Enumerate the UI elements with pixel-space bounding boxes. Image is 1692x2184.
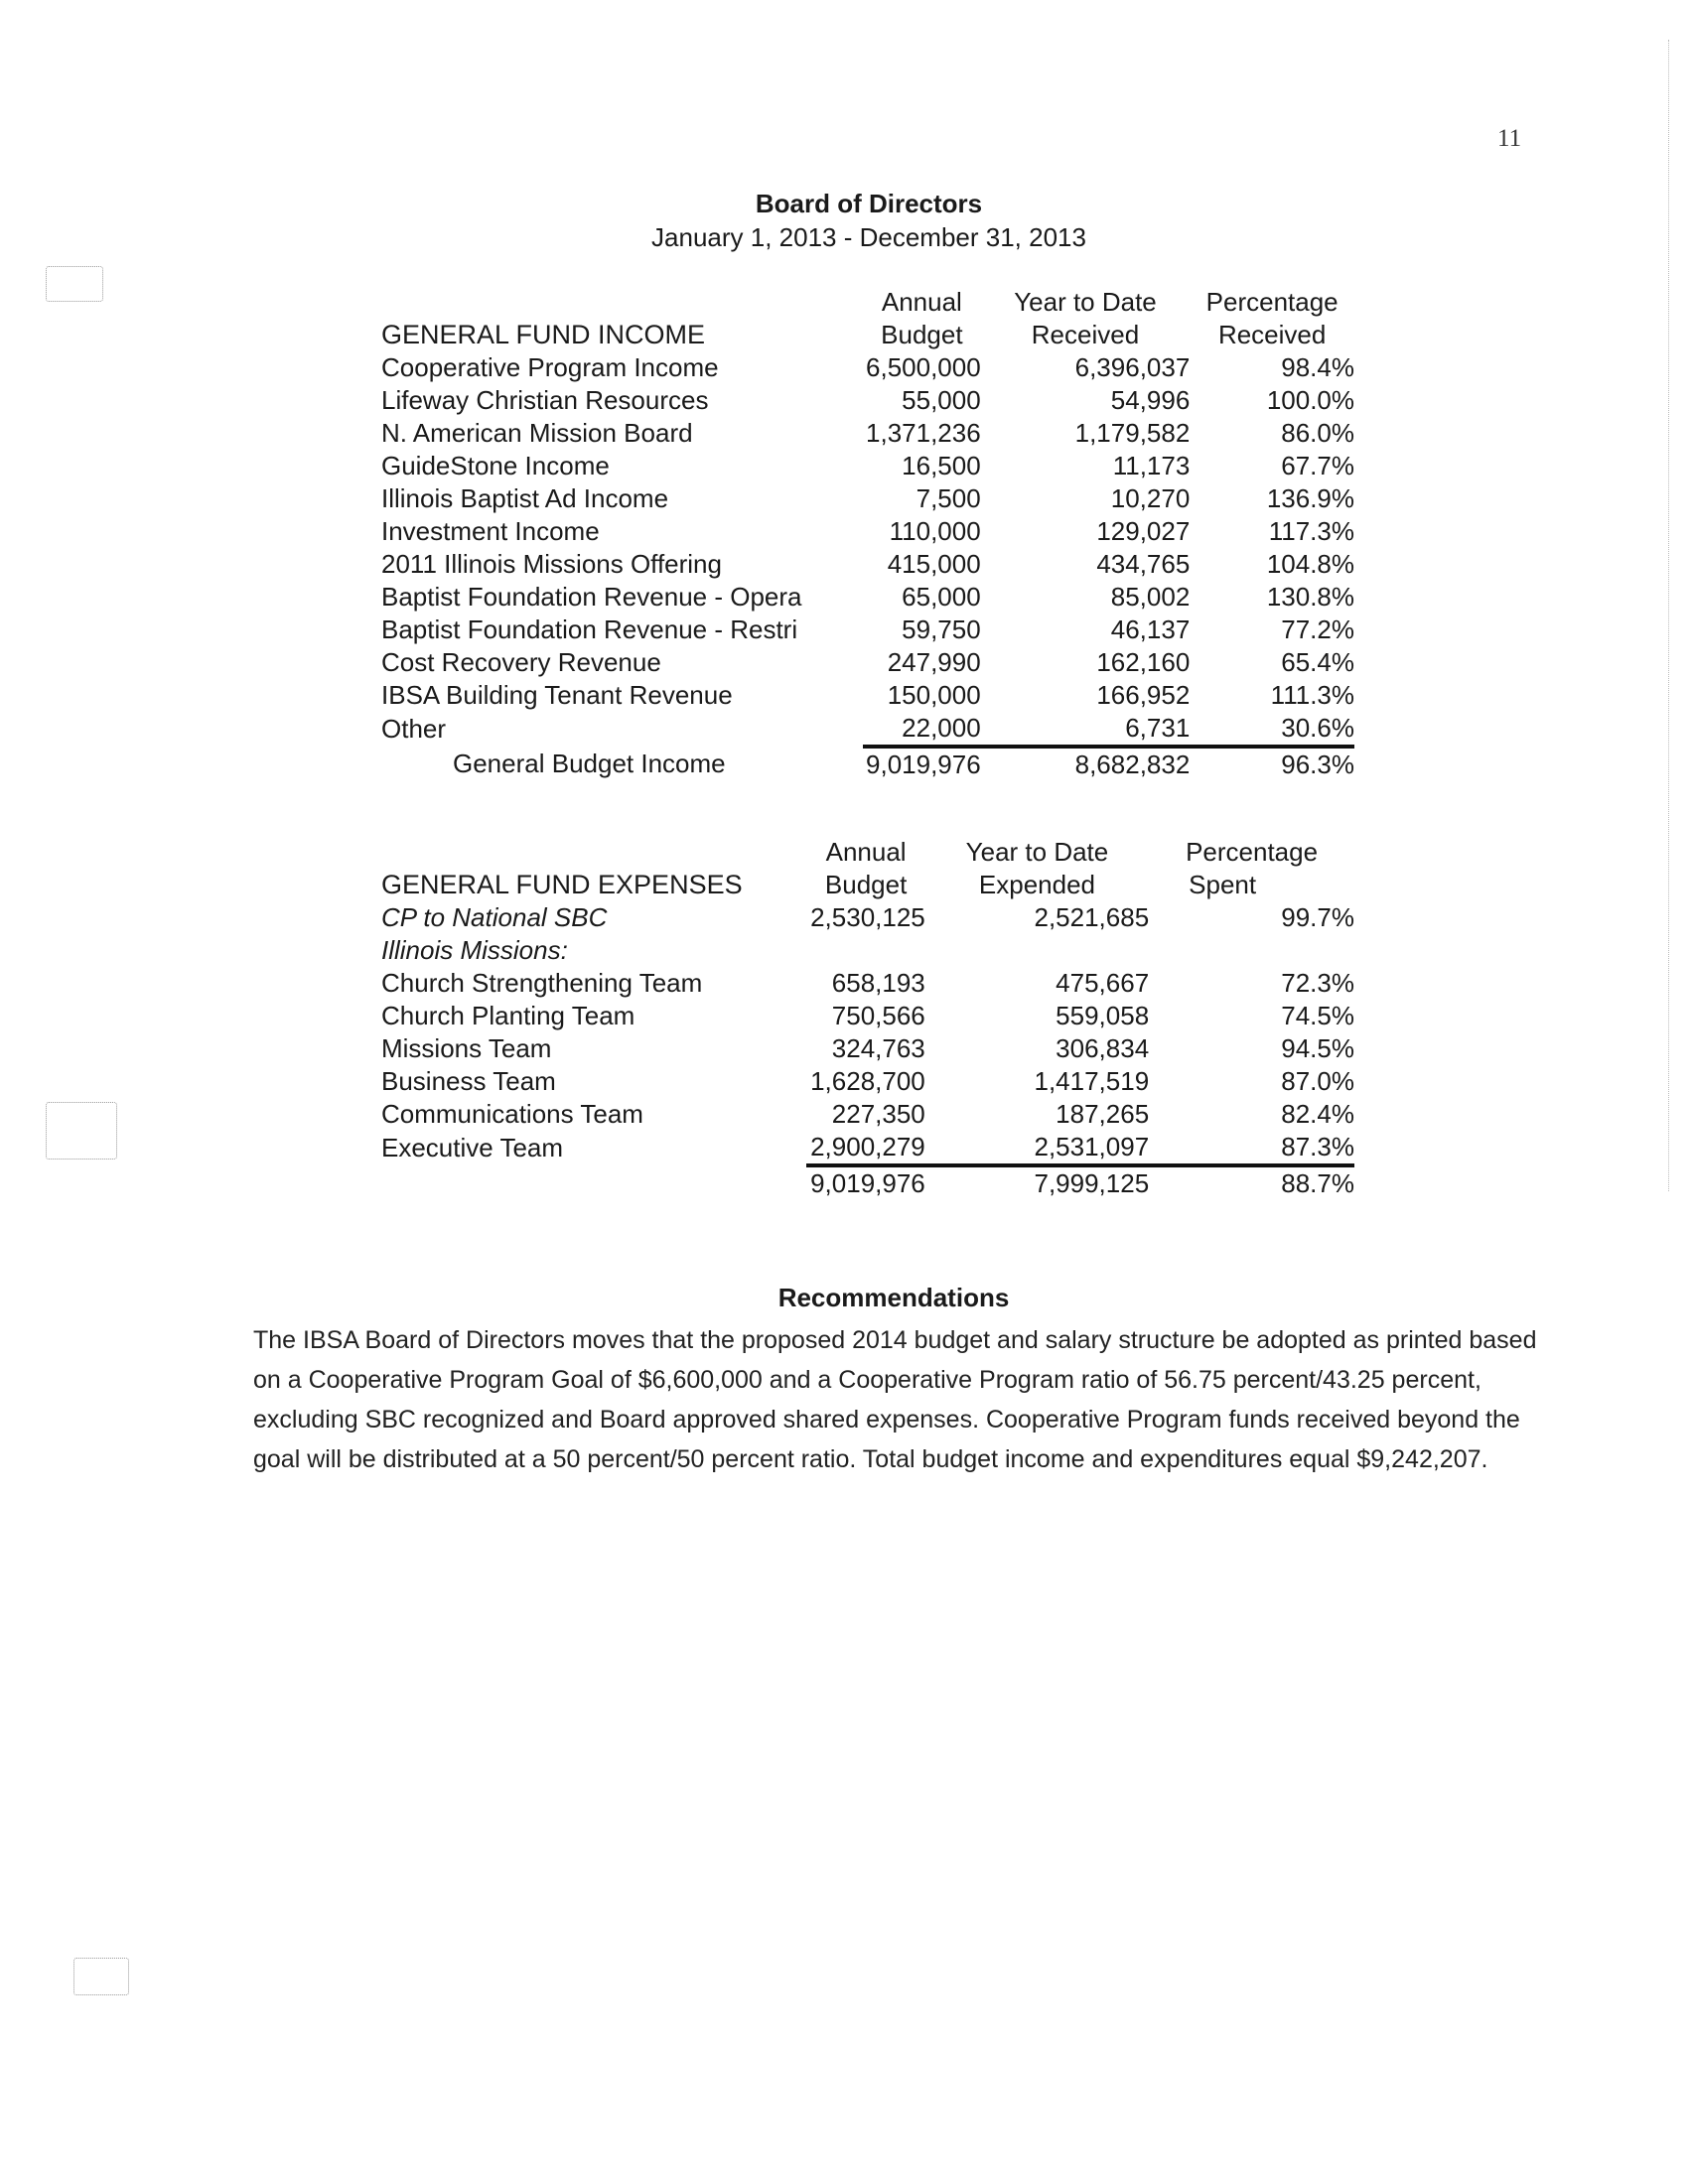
expenses-row-budget: 227,350 [831,1099,925,1129]
income-row-pct: 86.0% [1281,418,1354,448]
expenses-cp-budget: 2,530,125 [810,902,925,932]
expenses-row-budget: 2,900,279 [810,1132,925,1161]
income-row [381,384,1354,417]
income-row-budget: 65,000 [902,582,981,612]
income-row-ytd: 46,137 [1110,614,1191,644]
income-total-pct: 96.3% [1190,747,1354,781]
expenses-row-label: Missions Team [381,1033,552,1063]
income-row-label: GuideStone Income [381,451,610,480]
income-row-label: Other [381,714,447,744]
income-row-ytd: 6,396,037 [1074,352,1191,382]
expenses-row [381,1131,1354,1165]
income-row-pct: 100.0% [1266,385,1354,415]
income-col-budget-line1: Annual [881,287,962,317]
income-row-ytd: 162,160 [1096,647,1191,677]
expenses-row-budget: 658,193 [831,968,925,998]
expenses-header-row-2 [381,869,1354,901]
expenses-col-ytd-line2: Expended [978,870,1096,899]
expenses-total-row [381,1165,1354,1200]
expenses-row-pct: 87.3% [1281,1132,1354,1161]
expenses-row-ytd: 2,531,097 [1034,1132,1150,1161]
income-col-ytd-line1: Year to Date [1014,287,1157,317]
income-row-label: Investment Income [381,516,600,546]
expenses-row-label: Church Strengthening Team [381,968,703,998]
income-header-row-2 [381,319,1354,351]
income-row-ytd: 166,952 [1096,680,1191,710]
income-row-pct: 130.8% [1266,582,1354,612]
expenses-row-ytd: 187,265 [1056,1099,1150,1129]
income-col-pct-line1: Percentage [1205,287,1339,317]
expenses-row-label: Executive Team [381,1133,564,1162]
scan-mark-bottom [73,1958,129,1995]
income-row-pct: 67.7% [1281,451,1354,480]
expenses-cp-ytd: 2,521,685 [1034,902,1150,932]
expenses-rows [381,967,1354,1165]
income-row-pct: 98.4% [1281,352,1354,382]
income-row-ytd: 129,027 [1096,516,1191,546]
income-row-pct: 104.8% [1266,549,1354,579]
expenses-missions-label-row [381,934,1354,967]
expenses-total-budget: 9,019,976 [806,1165,924,1200]
income-header-row-1 [381,286,1354,319]
income-row-label: 2011 Illinois Missions Offering [381,549,722,579]
income-row [381,482,1354,515]
income-row-pct: 111.3% [1270,680,1354,710]
income-row-ytd: 85,002 [1110,582,1191,612]
expenses-row [381,1098,1354,1131]
scan-mark-top [46,266,103,302]
income-row-label: IBSA Building Tenant Revenue [381,680,733,710]
income-row-label: Cost Recovery Revenue [381,647,661,677]
expenses-col-pct-line2: Spent [1189,870,1257,899]
income-row [381,646,1354,679]
expenses-missions-label: Illinois Missions: [381,935,568,965]
income-row-pct: 136.9% [1266,483,1354,513]
income-col-budget-line2: Budget [881,320,963,349]
expenses-row-pct: 74.5% [1281,1001,1354,1030]
income-row [381,679,1354,712]
expenses-row-label: Business Team [381,1066,556,1096]
page-title: Board of Directors [755,189,983,218]
income-row [381,548,1354,581]
income-total-row [381,747,1354,781]
income-col-ytd-line2: Received [1031,320,1140,349]
income-row-budget: 1,371,236 [866,418,981,448]
expenses-cp-label: CP to National SBC [381,902,608,932]
expenses-total-pct: 88.7% [1149,1165,1354,1200]
expenses-row-pct: 72.3% [1281,968,1354,998]
income-row-pct: 77.2% [1281,614,1354,644]
expenses-row-pct: 94.5% [1281,1033,1354,1063]
income-row [381,712,1354,747]
expenses-row-budget: 750,566 [831,1001,925,1030]
income-row [381,450,1354,482]
income-row [381,581,1354,614]
expenses-row [381,1032,1354,1065]
income-row-label: Illinois Baptist Ad Income [381,483,669,513]
income-row [381,351,1354,384]
recommendations-title: Recommendations [777,1283,1010,1312]
expenses-row-pct: 87.0% [1281,1066,1354,1096]
expenses-row-label: Communications Team [381,1099,643,1129]
income-row-label: Baptist Foundation Revenue - Opera [381,582,802,612]
expenses-total-ytd: 7,999,125 [925,1165,1149,1200]
expenses-row-ytd: 306,834 [1056,1033,1150,1063]
expenses-row-budget: 324,763 [831,1033,925,1063]
income-row-label: N. American Mission Board [381,418,693,448]
income-row [381,614,1354,646]
income-row-pct: 30.6% [1281,713,1354,743]
expenses-row-label: Church Planting Team [381,1001,635,1030]
income-row-label: Lifeway Christian Resources [381,385,709,415]
income-total-label: General Budget Income [453,749,726,778]
income-row-budget: 150,000 [887,680,981,710]
expenses-row [381,1000,1354,1032]
expenses-col-pct-line1: Percentage [1186,837,1319,867]
expenses-col-budget-line1: Annual [825,837,907,867]
income-row-budget: 16,500 [902,451,981,480]
income-table [381,286,1354,781]
page-number: 11 [1497,125,1522,152]
expenses-row [381,1065,1354,1098]
expenses-row-ytd: 559,058 [1056,1001,1150,1030]
expenses-row [381,967,1354,1000]
income-row-budget: 7,500 [916,483,981,513]
income-row-label: Cooperative Program Income [381,352,719,382]
expenses-cp-row [381,901,1354,934]
income-row [381,515,1354,548]
income-row-ytd: 6,731 [1125,713,1191,743]
income-row-pct: 65.4% [1281,647,1354,677]
expenses-row-ytd: 1,417,519 [1034,1066,1150,1096]
income-rows [381,351,1354,747]
income-row-budget: 6,500,000 [866,352,981,382]
income-row-ytd: 11,173 [1112,451,1191,480]
expenses-col-budget-line2: Budget [824,870,908,899]
expenses-row-budget: 1,628,700 [810,1066,925,1096]
income-row-budget: 247,990 [887,647,981,677]
expenses-col-ytd-line1: Year to Date [965,837,1109,867]
expenses-table [381,836,1354,1200]
income-total-budget: 9,019,976 [863,747,981,781]
income-row-ytd: 54,996 [1110,385,1191,415]
income-row-pct: 117.3% [1268,516,1354,546]
expenses-heading: GENERAL FUND EXPENSES [381,870,743,899]
income-row-budget: 22,000 [902,713,981,743]
income-row-label: Baptist Foundation Revenue - Restri [381,614,798,644]
income-row-budget: 59,750 [902,614,981,644]
income-row-budget: 110,000 [889,516,981,546]
income-row-ytd: 10,270 [1110,483,1191,513]
income-row-ytd: 1,179,582 [1074,418,1191,448]
income-row [381,417,1354,450]
income-row-budget: 415,000 [887,549,981,579]
recommendations-text: The IBSA Board of Directors moves that the proposed 2014 budget and salary structure be adopted as printed based on a Cooperative Program Goal of $6,600,000 and a Cooperative Program ratio of 56.75 percent/43.25 percent, excluding SBC recognized and Board approved shared expenses. Cooperative Program funds received beyond the goal will be distributed at a 50 percent/50 percent ratio. Total budget income and expenditures equal $9,242,207. [253,1326,1537,1473]
income-total-ytd: 8,682,832 [981,747,1191,781]
income-col-pct-line2: Received [1217,320,1327,349]
income-row-budget: 55,000 [902,385,981,415]
expenses-cp-pct: 99.7% [1281,902,1354,932]
expenses-row-pct: 82.4% [1281,1099,1354,1129]
date-range: January 1, 2013 - December 31, 2013 [651,222,1086,252]
expenses-header-row-1 [381,836,1354,869]
scan-mark-middle [46,1102,117,1160]
income-row-ytd: 434,765 [1096,549,1191,579]
income-heading: GENERAL FUND INCOME [381,320,706,349]
expenses-row-ytd: 475,667 [1056,968,1150,998]
